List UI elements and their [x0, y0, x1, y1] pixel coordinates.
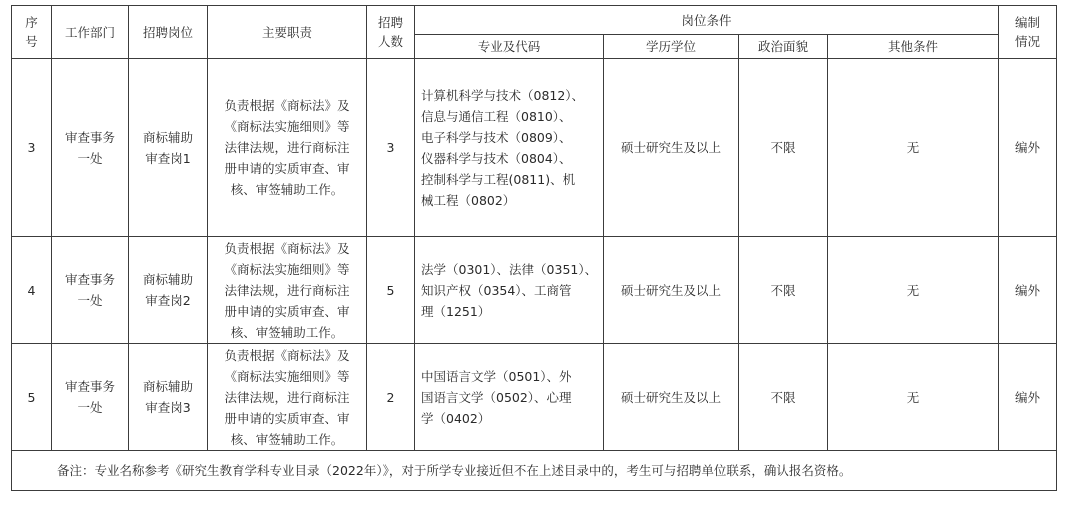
- row-seq: 4: [12, 237, 52, 344]
- row-major-line: 法学（0301）、法律（0351）、: [421, 261, 598, 277]
- row-post: [129, 344, 208, 451]
- row-count: 3: [367, 59, 415, 237]
- row-major-line: 械工程（0802）: [421, 192, 516, 208]
- row-major-line: 中国语言文学（0501）、外: [421, 368, 572, 384]
- row-dept-line: 审查事务: [64, 272, 115, 287]
- row-duty-line: 负责根据《商标法》及: [224, 240, 350, 256]
- row-duty-line: 《商标法实施细则》等: [224, 368, 350, 384]
- row-seq: 3: [12, 59, 52, 237]
- row-staffing: 编外: [999, 237, 1057, 344]
- row-major-line: 控制科学与工程(0811)、机: [421, 171, 576, 187]
- header-politics: 政治面貌: [739, 35, 828, 59]
- row-post-line: 商标辅助: [142, 272, 193, 287]
- row-duty: [208, 344, 367, 451]
- row-post-line: 审查岗1: [145, 150, 191, 166]
- row-degree: 硕士研究生及以上: [604, 344, 739, 451]
- row-major-line: 学（0402）: [421, 410, 491, 426]
- header-dept: 工作部门: [52, 6, 129, 59]
- row-duty-line: 《商标法实施细则》等: [224, 119, 350, 134]
- row-duty: [208, 237, 367, 344]
- row-duty-line: 负责根据《商标法》及: [224, 347, 350, 363]
- row-dept-line: 一处: [77, 293, 103, 308]
- header-conditions: 岗位条件: [415, 6, 999, 35]
- header-staffing: 编制 情况: [999, 6, 1057, 59]
- row-duty-line: 《商标法实施细则》等: [224, 261, 350, 277]
- row-duty-line: 核、审签辅助工作。: [230, 431, 344, 447]
- row-duty-line: 法律法规，进行商标注: [224, 140, 350, 155]
- header-duty: 主要职责: [208, 6, 367, 59]
- row-major: [415, 237, 604, 344]
- row-post-line: 审查岗3: [145, 400, 191, 415]
- header-other: 其他条件: [828, 35, 999, 59]
- row-dept: [52, 237, 129, 344]
- row-staffing: 编外: [999, 59, 1057, 237]
- row-major-line: 仪器科学与技术（0804）、: [421, 150, 572, 166]
- row-other: 无: [828, 344, 999, 451]
- row-other: 无: [828, 59, 999, 237]
- row-degree: 硕士研究生及以上: [604, 237, 739, 344]
- row-duty-line: 核、审签辅助工作。: [230, 324, 344, 340]
- row-duty-line: 册申请的实质审查、审: [224, 303, 350, 319]
- row-seq: 5: [12, 344, 52, 451]
- row-other: 无: [828, 237, 999, 344]
- header-seq: 序 号: [12, 6, 52, 59]
- header-degree: 学历学位: [604, 35, 739, 59]
- row-post: [129, 59, 208, 237]
- row-post-line: 商标辅助: [142, 129, 193, 145]
- row-dept-line: 审查事务: [64, 129, 115, 145]
- row-major-line: 电子科学与技术（0809）、: [421, 129, 572, 145]
- recruitment-table: [11, 5, 1057, 491]
- row-post: [129, 237, 208, 344]
- row-post-line: 审查岗2: [145, 293, 191, 308]
- note-row: [12, 451, 1057, 491]
- row-post-line: 商标辅助: [142, 379, 193, 394]
- row-major-line: 理（1251）: [421, 303, 491, 319]
- row-politics: 不限: [739, 237, 828, 344]
- row-count: 2: [367, 344, 415, 451]
- header-post: 招聘岗位: [129, 6, 208, 59]
- note-text: 备注：专业名称参考《研究生教育学科专业目录（2022年）》，对于所学专业接近但不在上述目录中的，考生可与招聘单位联系，确认报名资格。: [12, 451, 1057, 491]
- row-duty: [208, 59, 367, 237]
- table-row: [12, 59, 1057, 237]
- row-major: [415, 344, 604, 451]
- header-major: 专业及代码: [415, 35, 604, 59]
- row-major-line: 信息与通信工程（0810）、: [421, 108, 572, 124]
- row-major: [415, 59, 604, 237]
- row-duty-line: 册申请的实质审查、审: [224, 410, 350, 426]
- row-dept-line: 一处: [77, 400, 103, 415]
- row-major-line: 知识产权（0354）、工商管: [421, 282, 572, 298]
- row-dept-line: 一处: [77, 150, 103, 166]
- row-duty-line: 负责根据《商标法》及: [224, 98, 350, 113]
- row-count: 5: [367, 237, 415, 344]
- row-dept-line: 审查事务: [64, 379, 115, 394]
- row-politics: 不限: [739, 59, 828, 237]
- row-degree: 硕士研究生及以上: [604, 59, 739, 237]
- row-dept: [52, 344, 129, 451]
- row-major-line: 国语言文学（0502）、心理: [421, 389, 572, 405]
- table-row: [12, 344, 1057, 451]
- row-politics: 不限: [739, 344, 828, 451]
- row-duty-line: 法律法规，进行商标注: [224, 282, 350, 298]
- header-count: 招聘 人数: [367, 6, 415, 59]
- row-duty-line: 册申请的实质审查、审: [224, 161, 350, 176]
- row-duty-line: 核、审签辅助工作。: [230, 182, 344, 197]
- row-duty-line: 法律法规，进行商标注: [224, 389, 350, 405]
- row-dept: [52, 59, 129, 237]
- row-staffing: 编外: [999, 344, 1057, 451]
- table-row: [12, 237, 1057, 344]
- row-major-line: 计算机科学与技术（0812）、: [421, 87, 585, 103]
